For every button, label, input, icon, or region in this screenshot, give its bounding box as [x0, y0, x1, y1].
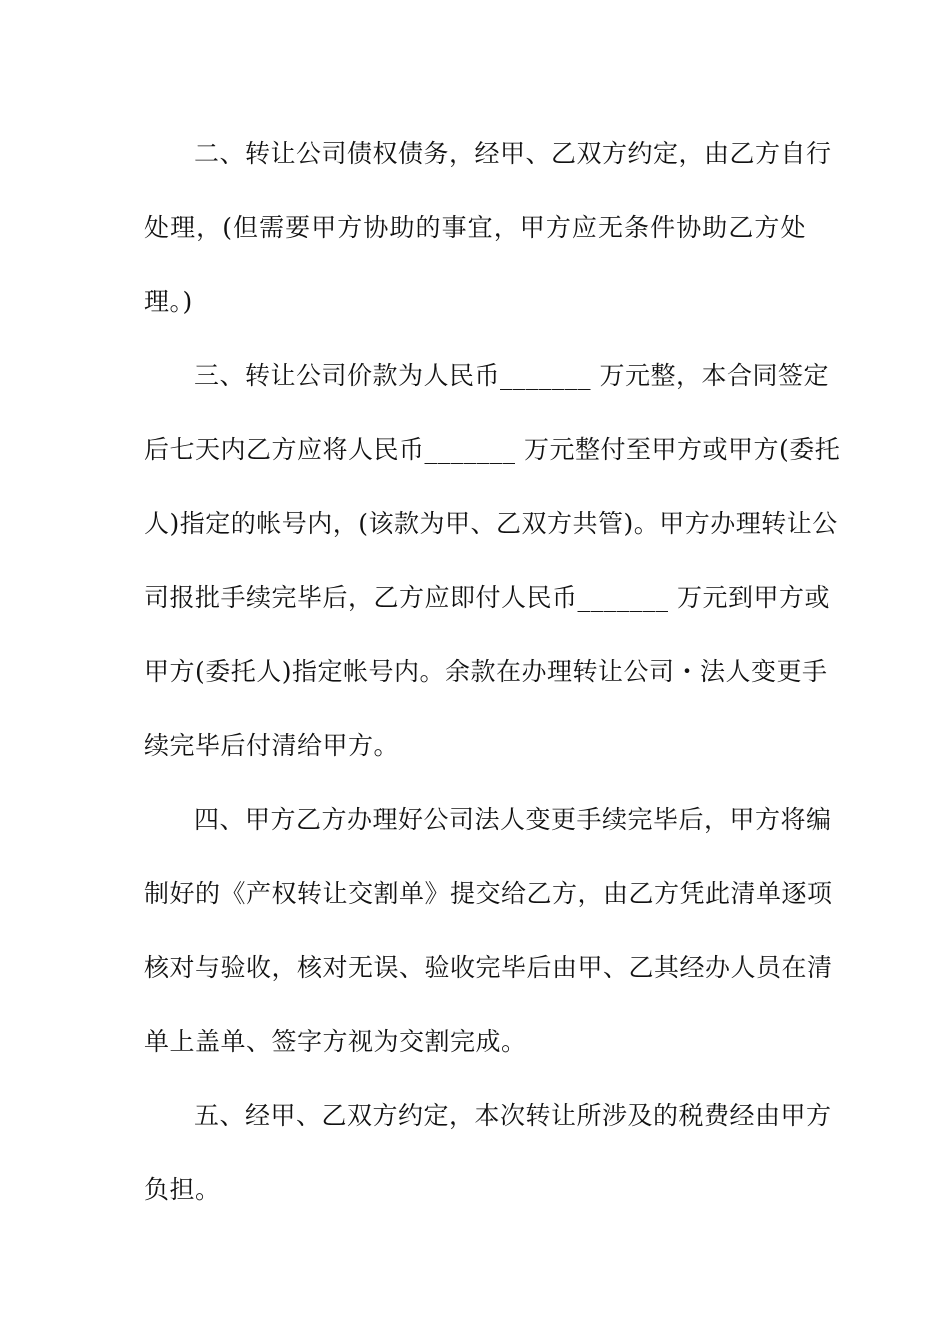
text-line: 制好的《产权转让交割单》提交给乙方，由乙方凭此清单逐项	[144, 879, 833, 908]
text-line: 五、经甲、乙双方约定，本次转让所涉及的税费经由甲方	[194, 1101, 832, 1130]
text-line: 人)指定的帐号内，(该款为甲、乙双方共管)。甲方办理转让公	[144, 509, 838, 538]
text-line: 司报批手续完毕后，乙方应即付人民币_______ 万元到甲方或	[144, 583, 830, 612]
text-line: 二、转让公司债权债务，经甲、乙双方约定，由乙方自行	[194, 139, 832, 168]
text-line: 理。)	[144, 287, 193, 316]
paragraph-price	[144, 339, 841, 783]
text-line: 负担。	[144, 1175, 221, 1204]
text-line: 单上盖单、签字方视为交割完成。	[144, 1027, 527, 1056]
paragraph-handover	[144, 783, 833, 1079]
text-line: 后七天内乙方应将人民币_______ 万元整付至甲方或甲方(委托	[144, 435, 841, 464]
paragraph-debts	[144, 117, 832, 339]
text-line: 核对与验收，核对无误、验收完毕后由甲、乙其经办人员在清	[144, 953, 833, 982]
text-line: 三、转让公司价款为人民币_______ 万元整，本合同签定	[194, 361, 829, 390]
text-line: 续完毕后付清给甲方。	[144, 731, 400, 760]
text-line: 处理，(但需要甲方协助的事宜，甲方应无条件协助乙方处	[144, 213, 806, 242]
text-line: 甲方(委托人)指定帐号内。余款在办理转让公司・法人变更手	[144, 657, 828, 686]
paragraph-taxes	[144, 1079, 832, 1227]
text-line: 四、甲方乙方办理好公司法人变更手续完毕后，甲方将编	[194, 805, 832, 834]
document-body	[144, 117, 841, 1227]
